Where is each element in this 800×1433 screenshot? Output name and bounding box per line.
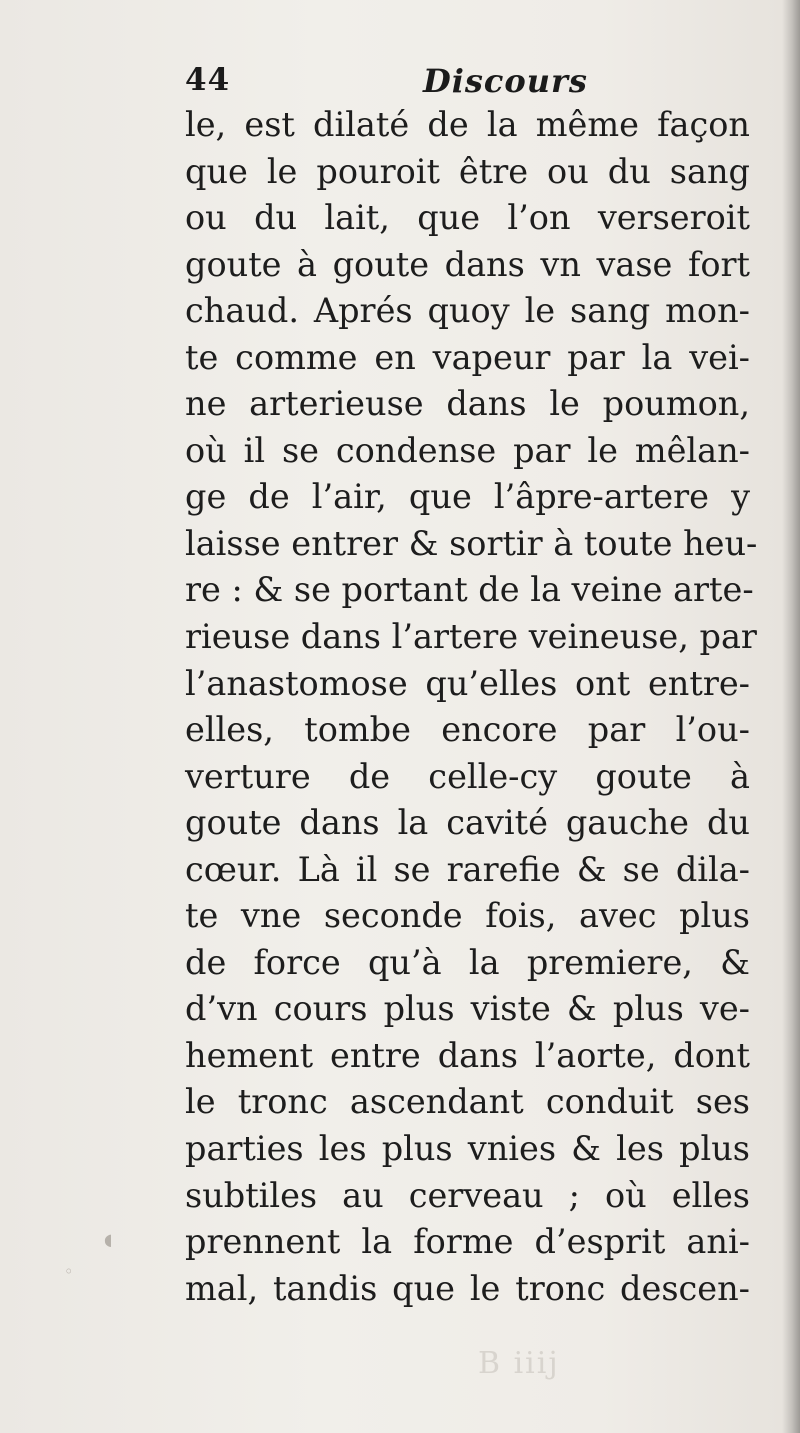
text-line: hement entre dans l’aorte, dont (185, 1035, 750, 1075)
ink-mark: ◦ (64, 1262, 74, 1281)
ink-mark: ◖ (104, 1230, 113, 1249)
text-line: laisse entrer & sortir à toute heu- (185, 523, 758, 563)
text-line: l’anastomose qu’elles ont entre- (185, 663, 750, 703)
text-line: que le pouroit être ou du sang (185, 151, 750, 191)
text-line: rieuse dans l’artere veineuse, par (185, 617, 757, 657)
text-line: de force qu’à la premiere, & (185, 942, 750, 982)
text-line: chaud. Aprés quoy le sang mon- (185, 291, 750, 331)
text-line: cœur. Là il se rarefie & se dila- (185, 849, 750, 889)
text-line: goute dans la cavité gauche du (185, 803, 750, 843)
text-line: re : & se portant de la veine arte- (185, 570, 754, 610)
page-number: 44 (185, 62, 231, 98)
text-line: ou du lait, que l’on verseroit (185, 198, 750, 238)
body-text (185, 102, 758, 1312)
text-line: mal, tandis que le tronc descen- (185, 1268, 750, 1308)
text-line: le, est dilaté de la même façon (185, 105, 750, 144)
page-gutter-shadow (782, 0, 800, 1433)
text-line: goute à goute dans vn vase fort (185, 244, 750, 284)
text-line: où il se condense par le mêlan- (185, 430, 750, 470)
running-head: Discours (423, 62, 588, 100)
text-line: verture de celle-cy goute à (185, 756, 750, 796)
text-line: te comme en vapeur par la vei- (185, 337, 750, 377)
text-line: prennent la forme d’esprit ani- (185, 1222, 750, 1262)
text-line: le tronc ascendant conduit ses (185, 1082, 750, 1122)
text-line: d’vn cours plus viste & plus ve- (185, 989, 750, 1029)
page-header (185, 62, 755, 102)
text-line: elles, tombe encore par l’ou- (185, 710, 750, 750)
signature-mark: B iiij (478, 1346, 560, 1381)
text-line: ge de l’air, que l’âpre-artere y (185, 477, 750, 517)
text-line: te vne seconde fois, avec plus (185, 896, 750, 936)
text-line: ne arterieuse dans le poumon, (185, 384, 750, 424)
text-line: subtiles au cerveau ; où elles (185, 1175, 750, 1215)
text-line: parties les plus vnies & les plus (185, 1129, 750, 1169)
